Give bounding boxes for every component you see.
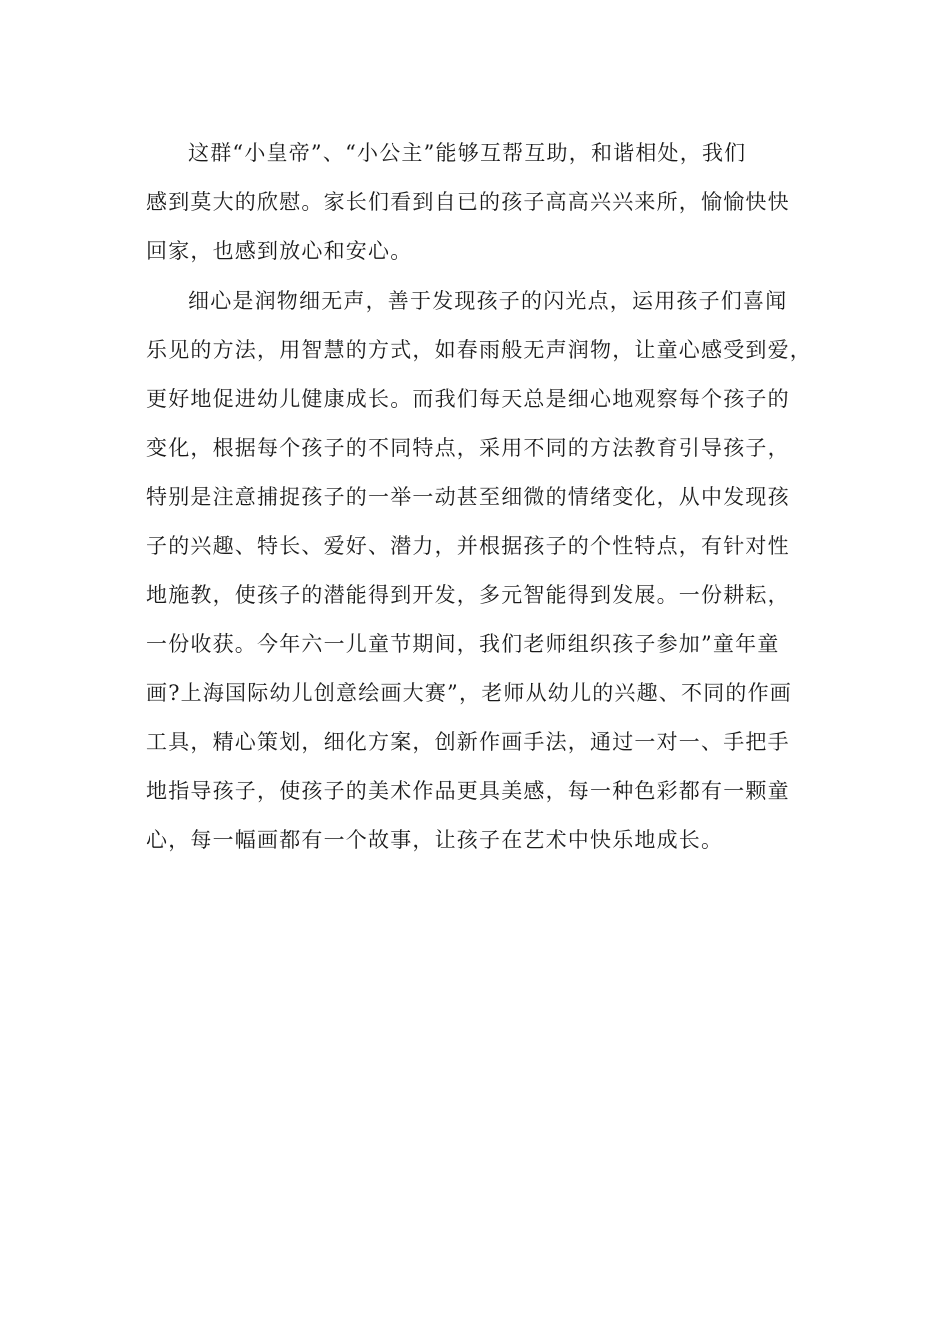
document-body — [146, 131, 812, 868]
paragraph-line: 地指导孩子，使孩子的美术作品更具美感，每一种色彩都有一颗童 — [146, 779, 790, 803]
paragraph-line: 回家，也感到放心和安心。 — [146, 239, 413, 263]
paragraph-line: 画?上海国际幼儿创意绘画大赛”，老师从幼儿的兴趣、不同的作画 — [146, 681, 792, 705]
paragraph-line: 一份收获。今年六一儿童节期间，我们老师组织孩子参加”童年童 — [146, 632, 780, 656]
paragraph-line: 子的兴趣、特长、爱好、潜力，并根据孩子的个性特点，有针对性 — [146, 534, 790, 558]
paragraph-1 — [146, 131, 812, 278]
paragraph-line: 更好地促进幼儿健康成长。而我们每天总是细心地观察每个孩子的 — [146, 387, 790, 411]
paragraph-line: 感到莫大的欣慰。家长们看到自已的孩子高高兴兴来所，愉愉快快 — [146, 190, 790, 214]
paragraph-line: 细心是润物细无声，善于发现孩子的闪光点，运用孩子们喜闻 — [188, 289, 788, 313]
paragraph-line: 这群“小皇帝”、“小公主”能够互帮互助，和谐相处，我们 — [188, 141, 747, 165]
paragraph-line: 乐见的方法，用智慧的方式，如春雨般无声润物，让童心感受到爱， — [146, 338, 812, 362]
paragraph-line: 地施教，使孩子的潜能得到开发，多元智能得到发展。一份耕耘， — [146, 583, 790, 607]
paragraph-line: 心，每一幅画都有一个故事，让孩子在艺术中快乐地成长。 — [146, 828, 724, 852]
paragraph-line: 特别是注意捕捉孩子的一举一动甚至细微的情绪变化，从中发现孩 — [146, 485, 790, 509]
paragraph-2 — [146, 279, 812, 867]
paragraph-line: 工具，精心策划，细化方案，创新作画手法，通过一对一、手把手 — [146, 730, 790, 754]
paragraph-line: 变化，根据每个孩子的不同特点，采用不同的方法教育引导孩子， — [146, 436, 790, 460]
